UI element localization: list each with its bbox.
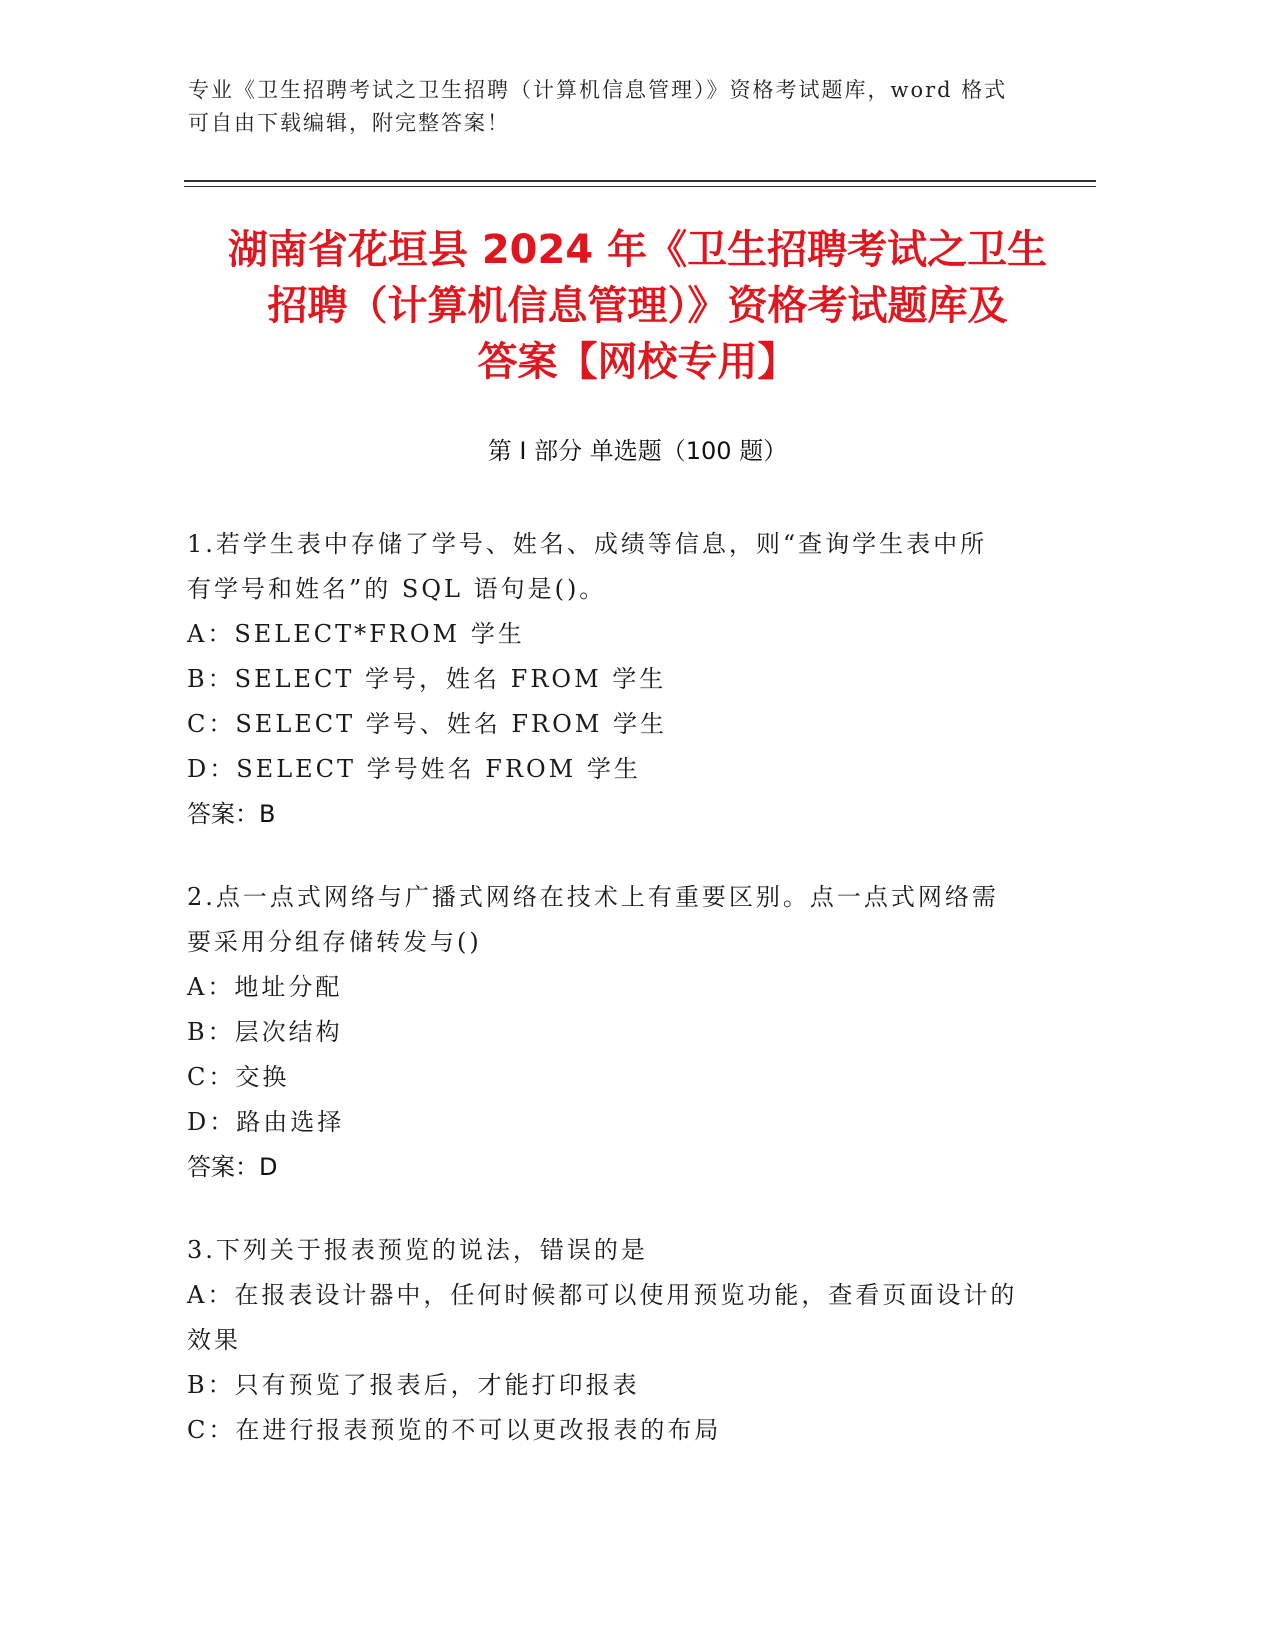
- option-c: C：在进行报表预览的不可以更改报表的布局: [187, 1416, 722, 1444]
- answer: 答案：B: [187, 800, 276, 828]
- option-b: B：只有预览了报表后，才能打印报表: [187, 1371, 640, 1399]
- question-list: [187, 522, 1067, 1491]
- title-line-1: 湖南省花垣县 2024 年《卫生招聘考试之卫生: [227, 227, 1048, 273]
- header-note: [188, 74, 1068, 140]
- question-3: [187, 1228, 1067, 1453]
- option-a: A：地址分配: [187, 973, 343, 1001]
- title-line-2: 招聘（计算机信息管理）》资格考试题库及: [267, 283, 1008, 329]
- option-a-continued: 效果: [187, 1326, 241, 1354]
- question-2: [187, 875, 1067, 1190]
- title-line-3: 答案【网校专用】: [477, 339, 798, 385]
- option-b: B：SELECT 学号，姓名 FROM 学生: [187, 665, 667, 693]
- option-a: A：在报表设计器中，任何时候都可以使用预览功能，查看页面设计的: [187, 1281, 1018, 1309]
- header-note-line-1: 专业《卫生招聘考试之卫生招聘（计算机信息管理）》资格考试题库，word 格式: [188, 78, 1008, 102]
- answer: 答案：D: [187, 1153, 278, 1181]
- header-divider-thick: [184, 180, 1096, 182]
- option-a: A：SELECT*FROM 学生: [187, 620, 525, 648]
- section-heading: 第 I 部分 单选题（100 题）: [487, 437, 788, 465]
- option-d: D：路由选择: [187, 1108, 345, 1136]
- option-c: C：SELECT 学号、姓名 FROM 学生: [187, 710, 668, 738]
- question-stem-line: 1.若学生表中存储了学号、姓名、成绩等信息，则“查询学生表中所: [187, 530, 988, 558]
- question-stem-line: 3.下列关于报表预览的说法，错误的是: [187, 1236, 648, 1264]
- option-d: D：SELECT 学号姓名 FROM 学生: [187, 755, 641, 783]
- header-divider-thin: [184, 186, 1096, 187]
- document-title: [150, 222, 1125, 390]
- option-b: B：层次结构: [187, 1018, 343, 1046]
- question-stem-line: 有学号和姓名”的 SQL 语句是()。: [187, 575, 607, 603]
- option-c: C：交换: [187, 1063, 290, 1091]
- header-note-line-2: 可自由下载编辑，附完整答案！: [188, 111, 510, 135]
- question-stem-line: 2.点一点式网络与广播式网络在技术上有重要区别。点一点式网络需: [187, 883, 999, 911]
- question-1: [187, 522, 1067, 837]
- question-stem-line: 要采用分组存储转发与(): [187, 928, 482, 956]
